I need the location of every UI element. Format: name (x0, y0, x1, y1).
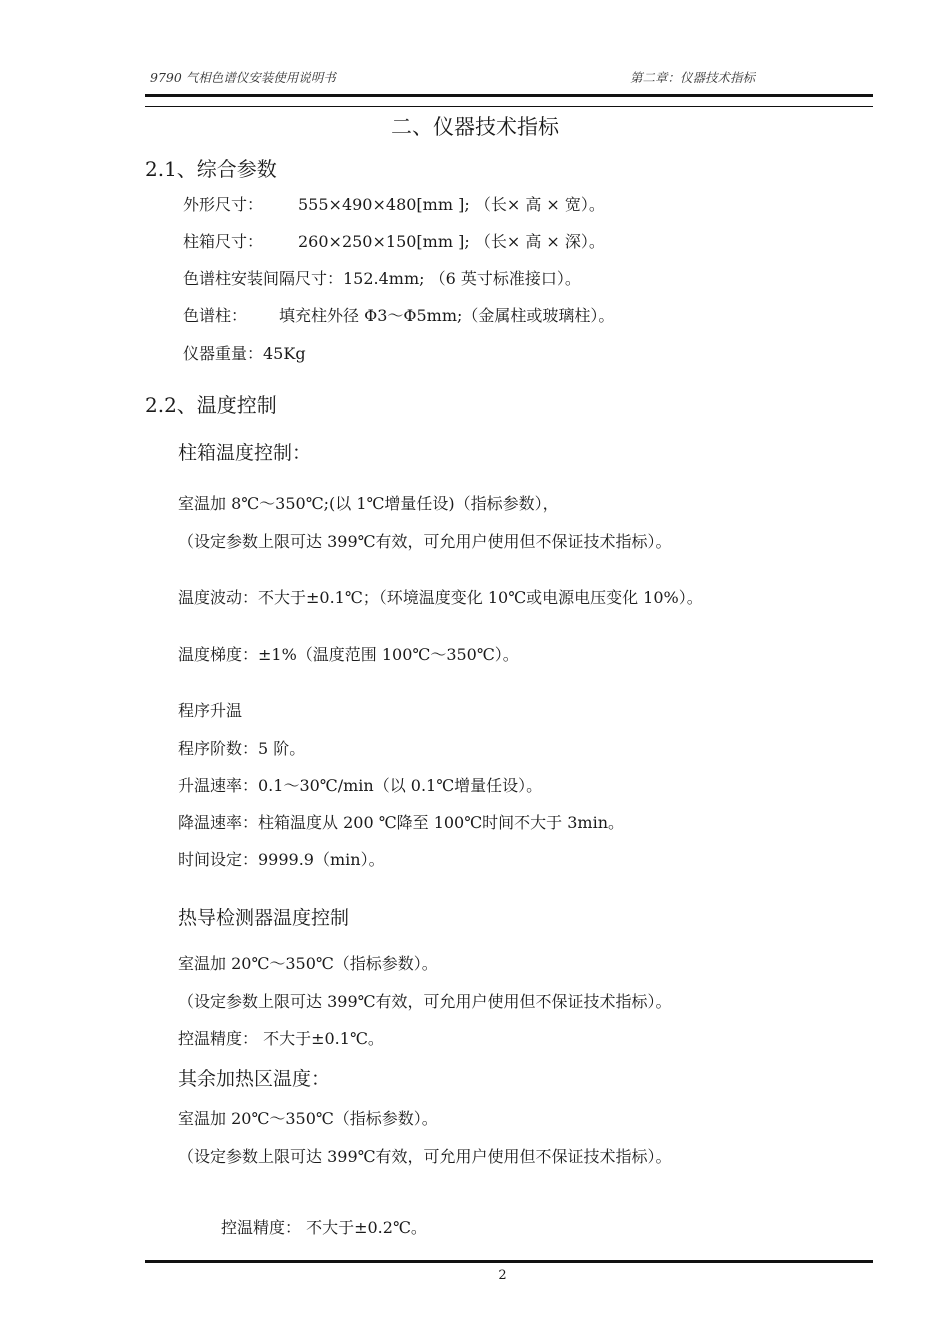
other-zones-note: （设定参数上限可达 399℃有效，可允用户使用但不保证技术指标）。 (178, 1147, 672, 1166)
spec-label: 外形尺寸： (183, 195, 264, 214)
tcd-temp-range: 室温加 20℃～350℃（指标参数）。 (178, 954, 438, 973)
oven-temp-range: 室温加 8℃～350℃;(以 1℃增量任设)（指标参数）， (178, 494, 559, 513)
header-doc-title: 9790 气相色谱仪安装使用说明书 (150, 70, 336, 85)
section-2-1-heading: 2.1、综合参数 (145, 157, 277, 181)
spec-value: 555×490×480[mm ]; （长× 高 × 宽）。 (298, 195, 605, 214)
header-chapter-title: 第二章：仪器技术指标 (630, 70, 756, 85)
program-heading: 程序升温 (178, 701, 243, 720)
spec-label: 色谱柱： (183, 306, 248, 325)
spec-outer-dimensions (183, 192, 605, 215)
cooling-rate: 降温速率：柱箱温度从 200 ℃降至 100℃时间不大于 3min。 (178, 813, 624, 832)
temp-gradient: 温度梯度：±1%（温度范围 100℃～350℃）。 (178, 645, 519, 664)
spec-value: 260×250×150[mm ]; （长× 高 × 深）。 (298, 232, 605, 251)
spec-weight: 仪器重量：45Kg (183, 344, 306, 363)
oven-temp-note: （设定参数上限可达 399℃有效，可允用户使用但不保证技术指标）。 (178, 532, 672, 551)
spec-column-spacing: 色谱柱安装间隔尺寸：152.4mm; （6 英寸标准接口）。 (183, 269, 581, 288)
time-setting: 时间设定：9999.9（min）。 (178, 850, 385, 869)
spec-value: 填充柱外径 Φ3～Φ5mm;（金属柱或玻璃柱）。 (279, 306, 615, 325)
page-title: 二、仪器技术指标 (391, 115, 559, 139)
program-steps: 程序阶数：5 阶。 (178, 739, 306, 758)
section-2-2-heading: 2.2、温度控制 (145, 393, 277, 417)
tcd-temp-heading: 热导检测器温度控制 (178, 907, 350, 929)
heating-rate: 升温速率：0.1～30℃/min（以 0.1℃增量任设）。 (178, 776, 543, 795)
other-zones-range: 室温加 20℃～350℃（指标参数）。 (178, 1109, 438, 1128)
tcd-temp-precision: 控温精度： 不大于±0.1℃。 (178, 1029, 384, 1048)
other-zones-heading: 其余加热区温度： (178, 1068, 331, 1090)
footer-rule (145, 1260, 873, 1263)
page-number: 2 (498, 1268, 507, 1283)
oven-temp-heading: 柱箱温度控制： (178, 442, 312, 464)
other-zones-precision: 控温精度： 不大于±0.2℃。 (221, 1218, 427, 1237)
spec-label: 柱箱尺寸： (183, 232, 264, 251)
spec-oven-dimensions (183, 229, 605, 252)
tcd-temp-note: （设定参数上限可达 399℃有效，可允用户使用但不保证技术指标）。 (178, 992, 672, 1011)
temp-fluctuation: 温度波动：不大于±0.1℃；（环境温度变化 10℃或电源电压变化 10%）。 (178, 588, 703, 607)
spec-column (183, 303, 614, 326)
header-rule-thin (145, 106, 873, 107)
header-rule-thick (145, 94, 873, 97)
